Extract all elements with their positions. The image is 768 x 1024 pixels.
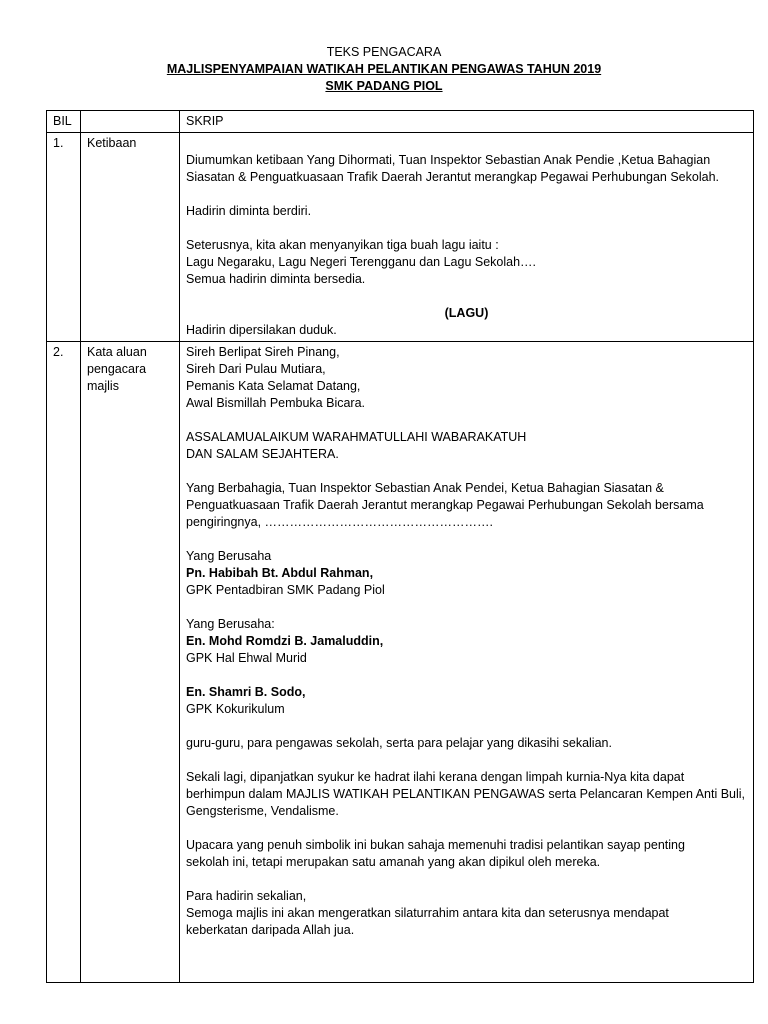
pantun-line: Sireh Berlipat Sireh Pinang, [186,345,340,359]
pantun-line: Awal Bismillah Pembuka Bicara. [186,396,366,410]
title-block [0,44,768,95]
script-line: Gengsterisme, Vendalisme. [186,804,339,818]
vip-title: GPK Pentadbiran SMK Padang Piol [186,583,385,597]
script-line: Para hadirin sekalian, [186,889,307,903]
script-line: Hadirin diminta berdiri. [186,204,312,218]
script-line: Semoga majlis ini akan mengeratkan silaturrahim antara kita dan seterusnya mendapat [186,906,669,920]
event-title: MAJLISPENYAMPAIAN WATIKAH PELANTIKAN PENGAWAS TAHUN 2019 [166,62,602,76]
row-script [180,342,754,983]
row-item: Kata aluan pengacara majlis [81,342,180,983]
greeting-line: DAN SALAM SEJAHTERA. [186,447,339,461]
script-line: keberkatan daripada Allah jua. [186,923,355,937]
row-number: 2. [47,342,81,983]
script-line: Sekali lagi, dipanjatkan syukur ke hadrat ilahi kerana dengan limpah kurnia-Nya kita dapat [186,770,685,784]
script-line: guru-guru, para pengawas sekolah, serta para pelajar yang dikasihi sekalian. [186,736,612,750]
script-line: Upacara yang penuh simbolik ini bukan sahaja memenuhi tradisi pelantikan sayap penting [186,838,685,852]
script-line: Semua hadirin diminta bersedia. [186,272,366,286]
vip-title: GPK Hal Ehwal Murid [186,651,307,665]
script-table [46,110,754,983]
header-blank [81,111,180,133]
school-name: SMK PADANG PIOL [325,79,443,93]
vip-name: En. Mohd Romdzi B. Jamaluddin, [186,634,384,648]
greeting-line: ASSALAMUALAIKUM WARAHMATULLAHI WABARAKATUH [186,430,527,444]
script-line: pengiringnya, ………………………………………………. [186,515,494,529]
vip-name: Pn. Habibah Bt. Abdul Rahman, [186,566,374,580]
script-line: Seterusnya, kita akan menyanyikan tiga buah lagu iaitu : [186,238,499,252]
table-row [47,133,754,342]
pantun-line: Sireh Dari Pulau Mutiara, [186,362,326,376]
script-line: sekolah ini, tetapi merupakan satu amanah yang akan dipikul oleh mereka. [186,855,601,869]
script-line: Yang Berusaha [186,549,272,563]
script-line: berhimpun dalam MAJLIS WATIKAH PELANTIKAN PENGAWAS serta Pelancaran Kempen Anti Buli, [186,787,746,801]
doc-title: TEKS PENGACARA [326,45,442,59]
table-header-row [47,111,754,133]
table-row [47,342,754,983]
row-script [180,133,754,342]
vip-title: GPK Kokurikulum [186,702,285,716]
pantun-line: Pemanis Kata Selamat Datang, [186,379,361,393]
song-marker: (LAGU) [444,306,489,320]
vip-name: En. Shamri B. Sodo, [186,685,306,699]
script-line: Hadirin dipersilakan duduk. [186,323,337,337]
script-line: Yang Berusaha: [186,617,275,631]
script-line: Yang Berbahagia, Tuan Inspektor Sebastian Anak Pendei, Ketua Bahagian Siasatan & [186,481,664,495]
header-skrip: SKRIP [180,111,754,133]
header-bil: BIL [47,111,81,133]
row-item: Ketibaan [81,133,180,342]
script-line: Penguatkuasaan Trafik Daerah Jerantut merangkap Pegawai Perhubungan Sekolah bersama [186,498,704,512]
script-line: Diumumkan ketibaan Yang Dihormati, Tuan Inspektor Sebastian Anak Pendie ,Ketua Bahagian [186,153,711,167]
row-number: 1. [47,133,81,342]
script-line: Lagu Negaraku, Lagu Negeri Terengganu dan Lagu Sekolah…. [186,255,537,269]
script-line: Siasatan & Penguatkuasaan Trafik Daerah Jerantut merangkap Pegawai Perhubungan Sekolah. [186,170,719,184]
